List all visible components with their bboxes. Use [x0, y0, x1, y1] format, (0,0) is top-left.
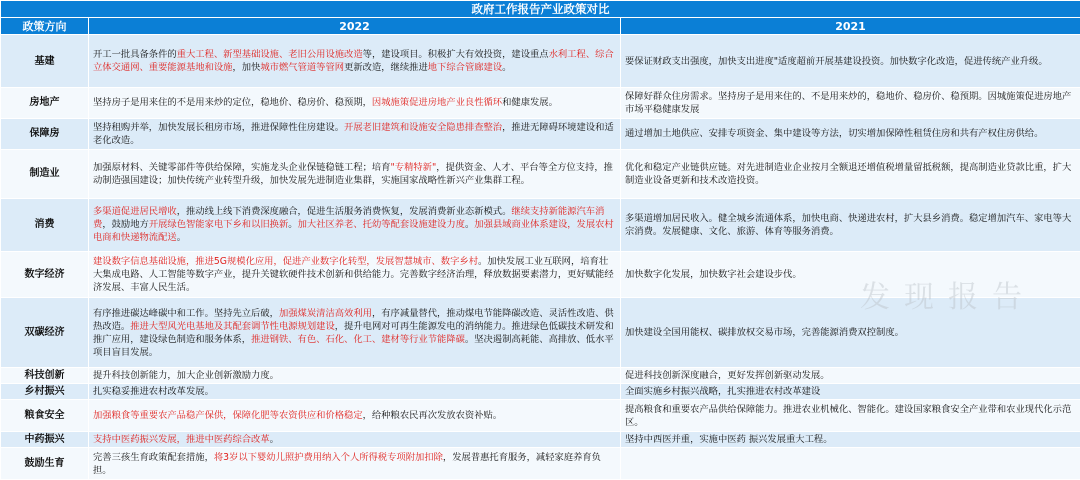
policy-2021-cell: [621, 198, 1080, 251]
policy-direction-cell: 粮食安全: [1, 400, 89, 432]
policy-2021-cell: [621, 251, 1080, 298]
highlighted-text: 将3岁以下婴幼儿照护费用纳入个人所得税专项附加扣除: [213, 451, 443, 463]
policy-text: ，发展普惠托育服务，减轻家庭养育负担。: [93, 451, 601, 476]
policy-2022-cell: [89, 432, 621, 448]
policy-2021-cell: [621, 448, 1080, 480]
highlighted-text: 因城施策促进房地产业良性循环: [371, 97, 503, 109]
highlighted-text: 多渠道促进居民增收: [93, 206, 177, 218]
policy-2022-cell: [89, 400, 621, 432]
header-direction: 政策方向: [1, 18, 89, 35]
policy-direction-cell: 科技创新: [1, 368, 89, 384]
policy-text: 。: [288, 219, 298, 231]
policy-direction-cell: 基建: [1, 35, 89, 88]
policy-text: 提升科技创新能力，加大企业创新激励力度。: [93, 370, 279, 382]
watermark: 发现报告: [860, 280, 1036, 315]
highlighted-text: 水利工程、综合立体交通网、重要能源基地和设施: [93, 49, 614, 74]
policy-text: 等，建设项目。积极扩大有效投资，建设重点: [362, 49, 549, 61]
policy-2021-cell: [621, 368, 1080, 384]
policy-direction-cell: 双碳经济: [1, 298, 89, 368]
policy-text: 和健康发展。: [502, 97, 558, 109]
policy-text: 有序推进碳达峰碳中和工作。坚持先立后破，: [93, 307, 279, 319]
policy-text: 坚持中西医并重，实施中医药 振兴发展重大工程。: [625, 434, 833, 446]
policy-text: ，提供资金、人才、平台等全方位支持，推动制造强国建设；加快传统产业转型升级，加快发展先进制造业集群，实施国家战略性新兴产业集群工程。: [93, 161, 613, 186]
highlighted-text: 地下综合管廊建设: [427, 62, 503, 74]
table-row: [1, 198, 1080, 251]
policy-text: ，加快: [232, 62, 261, 74]
policy-text: ，鼓励地方: [102, 219, 149, 231]
table-row: [1, 35, 1080, 88]
highlighted-text: 加强煤炭清洁高效利用: [278, 307, 372, 319]
highlighted-text: 开展老旧建筑和设施安全隐患排查整治: [344, 121, 503, 133]
policy-text: 多渠道增加居民收入。健全城乡流通体系，加快电商、快递进农村，扩大县乡消费。稳定增加汽车、家电等大宗消费。发展健康、文化、旅游、体育等服务消费。: [625, 212, 1072, 237]
highlighted-text: 开展绿色智能家电下乡和以旧换新: [148, 219, 289, 231]
policy-text: ，推动线上线下消费深度融合，促进生活服务消费恢复，发展消费新业态新模式。: [176, 206, 512, 218]
policy-2022-cell: [89, 118, 621, 149]
policy-direction-cell: 消费: [1, 198, 89, 251]
policy-text: ，有序减量替代，推动煤电节能降碳改造、灵活性改造、供热改造。: [93, 307, 614, 332]
policy-2021-cell: [621, 384, 1080, 400]
table-row: [1, 251, 1080, 298]
highlighted-text: 推进钢铁、有色、石化、化工、建材等行业节能降碳: [251, 333, 465, 345]
policy-direction-cell: 中药振兴: [1, 432, 89, 448]
policy-text: 坚持房子是用来住的不是用来炒的定位，稳地价、稳房价、稳预期，: [93, 97, 372, 109]
table-row: [1, 448, 1080, 480]
policy-text: 加快建设全国用能权、碳排放权交易市场，完善能源消费双控制度。: [625, 327, 904, 339]
policy-2021-cell: [621, 400, 1080, 432]
policy-text: 通过增加土地供应、安排专项资金、集中建设等方法，切实增加保障性租赁住房和共有产权住房供给。: [625, 128, 1044, 140]
policy-text: ，提升电网对可再生能源发电的消纳能力。推进绿色低碳技术研发和推广应用，建设绿色制造和服务体系，: [93, 320, 614, 345]
policy-text: 要保证财政支出强度，加快支出进度"适度超前开展基建设投资。加快数字化改造，促进传统产业升级。: [625, 55, 1048, 67]
highlighted-text: "专精特新": [390, 161, 437, 173]
policy-2022-cell: [89, 149, 621, 198]
policy-text: 促进科技创新深度融合，更好发挥创新驱动发展。: [625, 370, 830, 382]
policy-direction-cell: 制造业: [1, 149, 89, 198]
policy-2021-cell: [621, 35, 1080, 88]
highlighted-text: 加强粮食等重要农产品稳产保供，保障化肥等农资供应和价格稳定: [93, 410, 363, 422]
policy-text: 全面实施乡村振兴战略，扎实推进农村改革建设: [625, 386, 821, 398]
policy-2021-cell: [621, 88, 1080, 119]
policy-2022-cell: [89, 384, 621, 400]
table-row: [1, 298, 1080, 368]
policy-text: 。加快发展工业互联网，培育壮大集成电路、人工智能等数字产业，提升关键软硬件技术创新和供给能力。完善数字经济治理，释放数据要素潜力，更好赋能经济发展、丰富人民生活。: [93, 255, 614, 293]
table-row: [1, 118, 1080, 149]
highlighted-text: 重大工程、新型基础设施、老旧公用设施改造: [176, 49, 363, 61]
policy-direction-cell: 房地产: [1, 88, 89, 119]
policy-2021-cell: [621, 298, 1080, 368]
policy-direction-cell: 鼓励生育: [1, 448, 89, 480]
table-row: [1, 368, 1080, 384]
policy-2022-cell: [89, 298, 621, 368]
table-title: 政府工作报告产业政策对比: [1, 1, 1080, 18]
policy-text: 加快数字化发展，加快数字社会建设步伐。: [625, 268, 802, 280]
policy-2022-cell: [89, 198, 621, 251]
highlighted-text: 继续支持新能源汽车消费: [93, 206, 605, 231]
table-row: [1, 432, 1080, 448]
policy-direction-cell: 乡村振兴: [1, 384, 89, 400]
highlighted-text: 建设数字信息基础设施，推进5G规模化应用，促进产业数字化转型，发展智慧城市、数字乡村: [93, 255, 478, 267]
policy-direction-cell: 数字经济: [1, 251, 89, 298]
table-row: [1, 149, 1080, 198]
table-row: [1, 384, 1080, 400]
highlighted-text: 推进大型风光电基地及其配套调节性电源规划建设: [130, 320, 335, 332]
policy-text: 。: [176, 232, 186, 244]
policy-2022-cell: [89, 88, 621, 119]
header-2022: 2022: [89, 18, 621, 35]
policy-text: 开工一批具备条件的: [93, 49, 177, 61]
policy-text: 。: [269, 434, 279, 446]
policy-2022-cell: [89, 448, 621, 480]
policy-text: 更新改造，继续推进: [344, 62, 428, 74]
policy-text: 坚持租购并举，加快发展长租房市场，推进保障性住房建设。: [93, 121, 345, 133]
policy-2022-cell: [89, 35, 621, 88]
policy-text: 优化和稳定产业链供应链。对先进制造业企业按月全额退还增值税增量留抵税额，提高制造业贷款比重，扩大制造业设备更新和技术改造投资。: [625, 161, 1072, 186]
table-row: [1, 400, 1080, 432]
policy-2022-cell: [89, 368, 621, 384]
policy-text: 完善三孩生育政策配套措施，: [93, 451, 214, 463]
policy-text: ，推进无障碍环境建设和适老化改造。: [93, 121, 614, 146]
policy-text: 扎实稳妥推进农村改革发展。: [93, 386, 214, 398]
highlighted-text: 城市燃气管道等管网: [260, 62, 345, 74]
policy-text: 。: [464, 219, 475, 231]
policy-text: 。坚决遏制高耗能、高排放、低水平项目盲目发展。: [93, 333, 614, 358]
policy-2022-cell: [89, 251, 621, 298]
policy-text: 保障好群众住房需求。坚持房子是用来住的、不是用来炒的，稳地价、稳房价、稳预期。因城施策促进房地产市场平稳健康发展: [625, 90, 1072, 115]
policy-2021-cell: [621, 432, 1080, 448]
policy-text: 提高粮食和重要农产品供给保障能力。推进农业机械化、智能化。建设国家粮食安全产业带和农业现代化示范区。: [625, 403, 1072, 428]
policy-2021-cell: [621, 118, 1080, 149]
highlighted-text: 加强县域商业体系建设，发展农村电商和快递物流配送: [93, 219, 614, 244]
header-2021: 2021: [621, 18, 1080, 35]
highlighted-text: 支持中医药振兴发展，推进中医药综合改革: [93, 434, 270, 446]
policy-direction-cell: 保障房: [1, 118, 89, 149]
policy-text: 。: [502, 62, 512, 74]
policy-2021-cell: [621, 149, 1080, 198]
table-row: [1, 88, 1080, 119]
highlighted-text: 加大社区养老、托幼等配套设施建设力度: [297, 219, 465, 231]
policy-text: 加强原材料、关键零部件等供给保障，实施龙头企业保链稳链工程；培育: [93, 161, 391, 173]
policy-text: ，给种粮农民再次发放农资补贴。: [362, 410, 503, 422]
